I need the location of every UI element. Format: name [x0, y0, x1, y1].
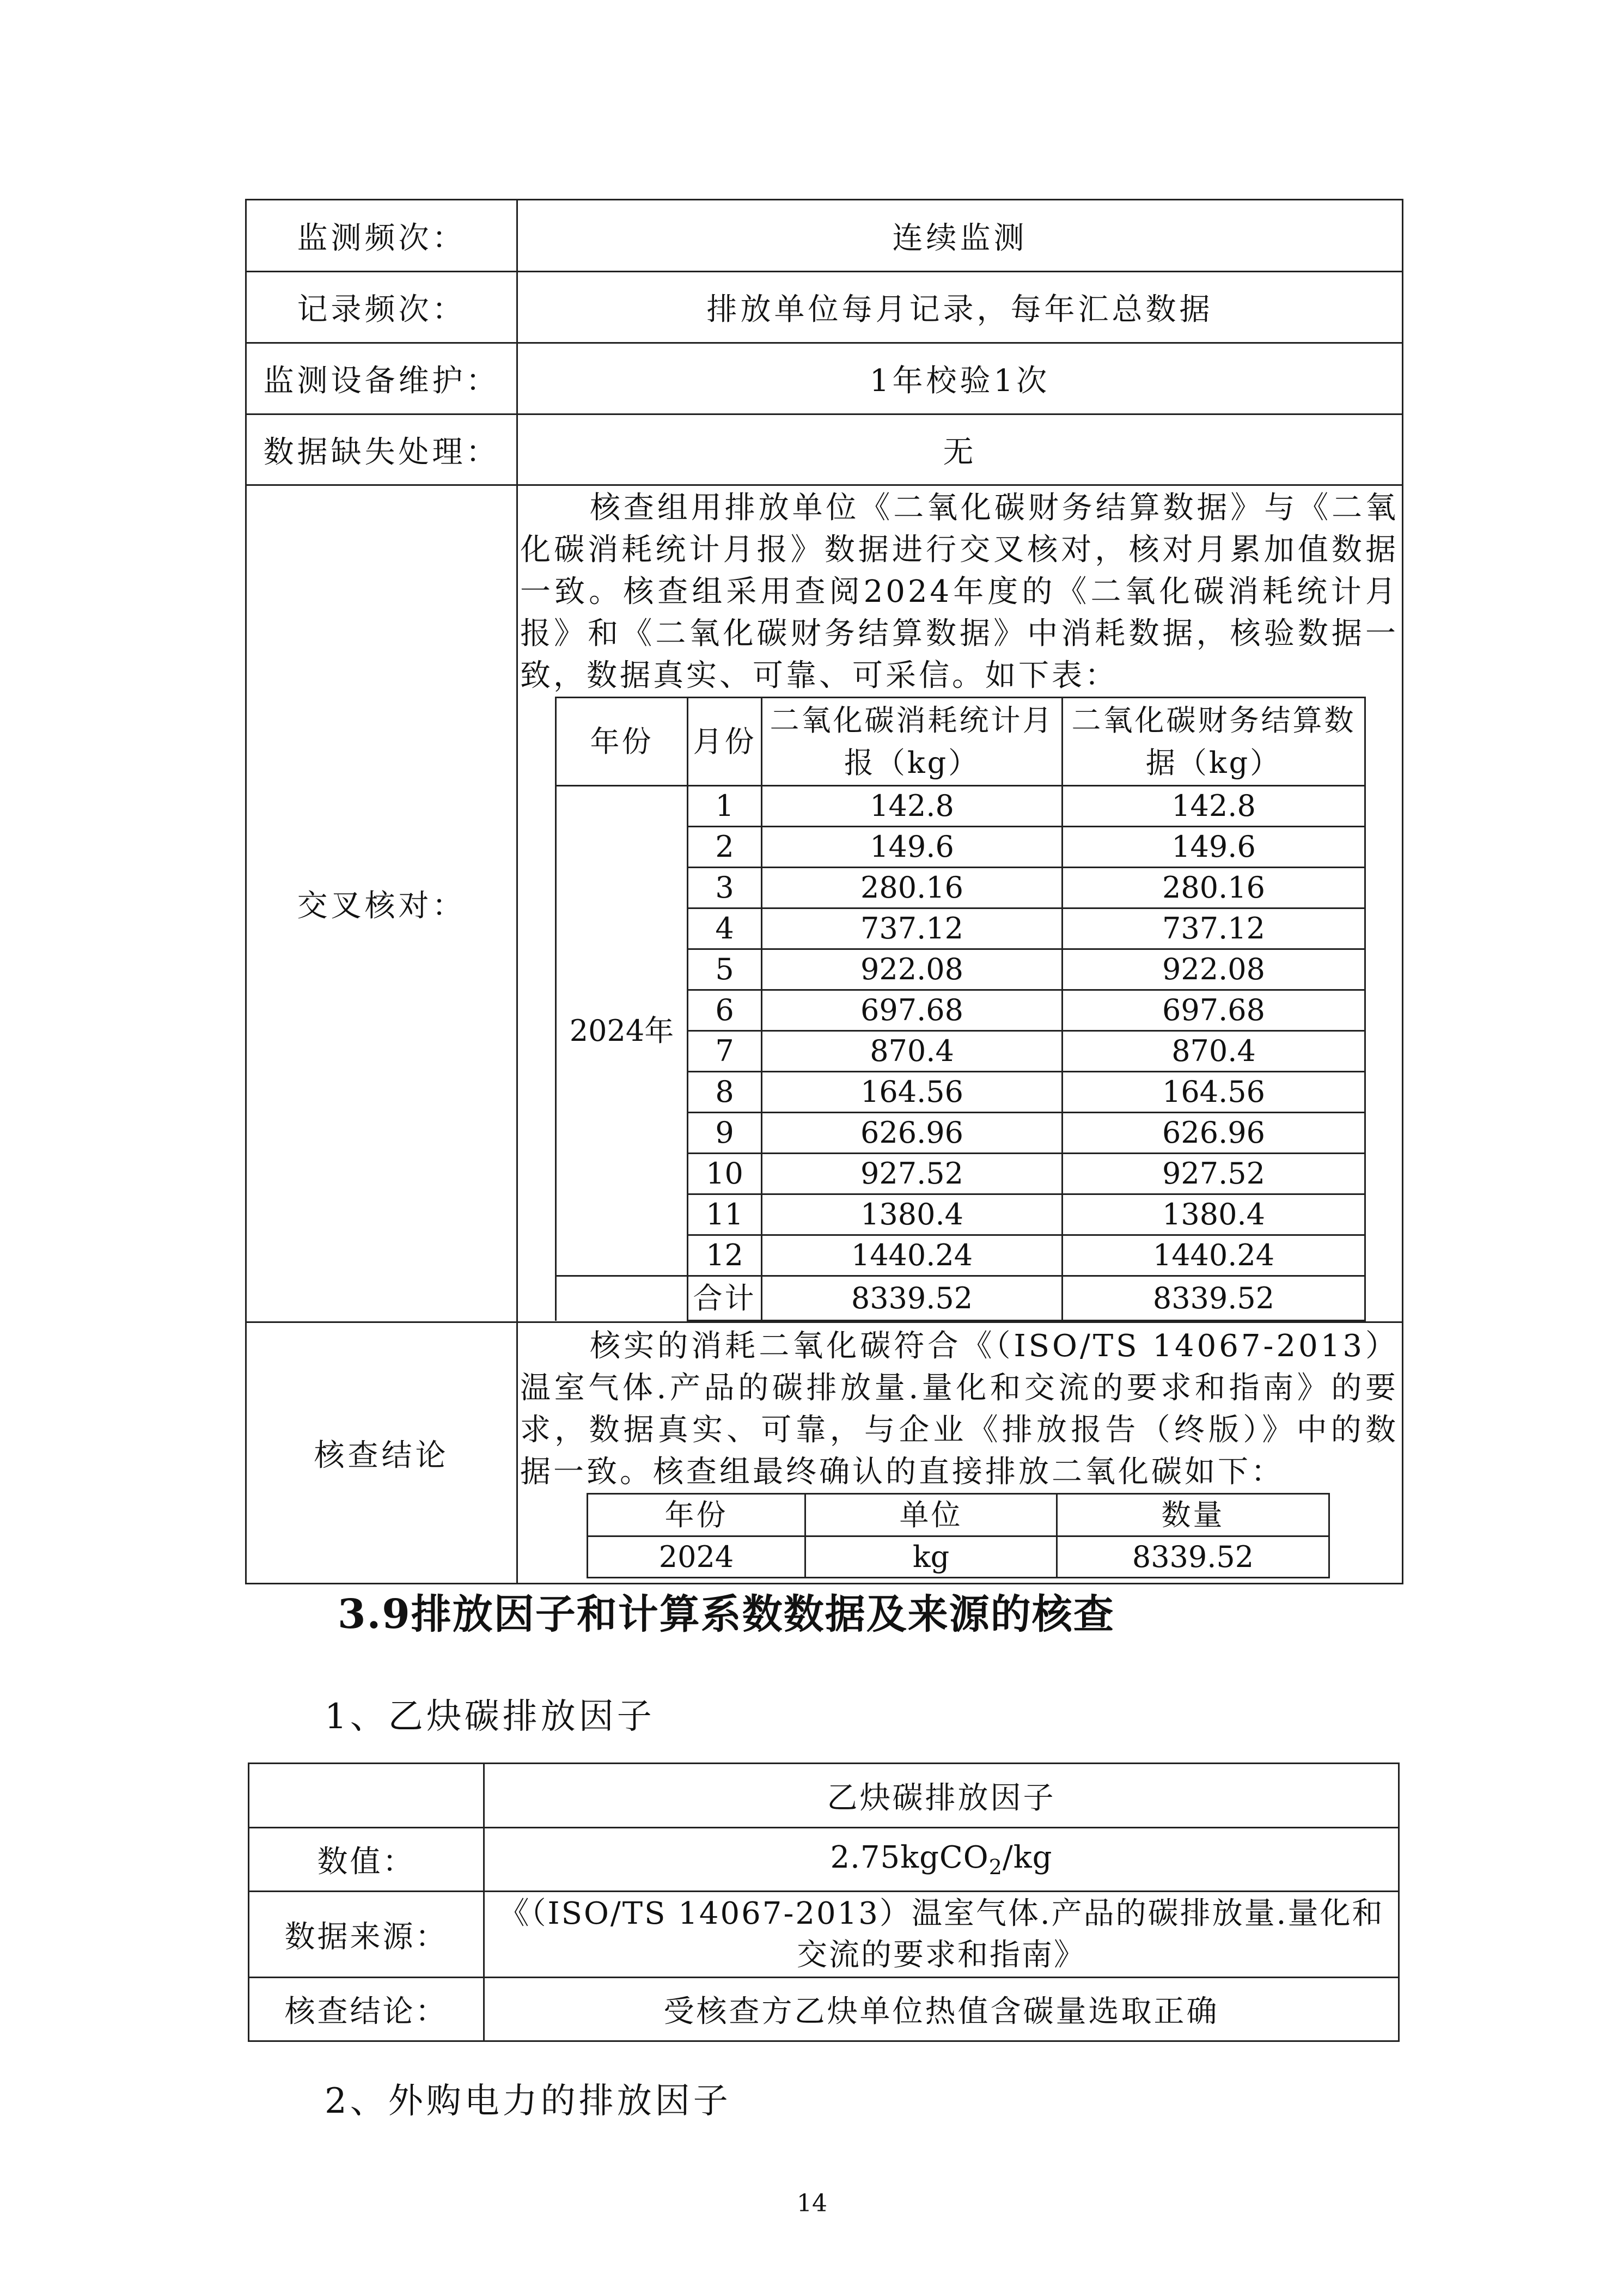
- conclusion-header: [588, 1494, 1329, 1536]
- table-row: [246, 343, 1403, 414]
- settlement-cell: 1440.24: [1063, 1235, 1365, 1276]
- amount-cell: 8339.52: [1057, 1536, 1329, 1578]
- monthly-report-cell: 1380.4: [762, 1194, 1063, 1235]
- conclusion-cell: [517, 1322, 1403, 1584]
- month-cell: 3: [688, 868, 762, 908]
- header-settlement: 二氧化碳财务结算数据（kg）: [1063, 698, 1365, 786]
- monthly-report-cell: 1440.24: [762, 1235, 1063, 1276]
- header-monthly-report: 二氧化碳消耗统计月报（kg）: [762, 698, 1063, 786]
- header-year: 年份: [556, 698, 688, 786]
- month-cell: 2: [688, 827, 762, 868]
- subsection-1-title: 1、乙炔碳排放因子: [325, 1697, 655, 1737]
- month-cell: 7: [688, 1031, 762, 1072]
- monthly-report-cell: 697.68: [762, 990, 1063, 1031]
- month-cell: 12: [688, 1235, 762, 1276]
- row-label: 数据缺失处理：: [246, 414, 517, 485]
- total-settlement: 8339.52: [1063, 1276, 1365, 1321]
- cross-check-text: 核查组用排放单位《二氧化碳财务结算数据》与《二氧化碳消耗统计月报》数据进行交叉核对，核对月累加值数据一致。核查组采用查阅2024年度的《二氧化碳消耗统计月报》和《二氧化碳财务结算数据》中消耗数据，核验数据一致，数据真实、可靠、可采信。如下表：: [520, 490, 1399, 693]
- monthly-report-cell: 149.6: [762, 827, 1063, 868]
- header-month: 月份: [688, 698, 762, 786]
- cross-check-cell: [517, 485, 1403, 1322]
- source-cell: 《（ISO/TS 14067-2013）温室气体.产品的碳排放量.量化和交流的要求和指南》: [484, 1892, 1399, 1978]
- monthly-report-cell: 626.96: [762, 1113, 1063, 1154]
- monthly-report-cell: 922.08: [762, 949, 1063, 990]
- conclusion-label: 核查结论：: [249, 1978, 484, 2041]
- settlement-cell: 142.8: [1063, 786, 1365, 827]
- factor-header-row: [249, 1764, 1399, 1828]
- total-label: 合计: [688, 1276, 762, 1321]
- year-cell: 2024: [588, 1536, 805, 1578]
- conclusion-table: [587, 1493, 1330, 1578]
- settlement-cell: 1380.4: [1063, 1194, 1365, 1235]
- month-cell: 10: [688, 1154, 762, 1194]
- header-amount: 数量: [1057, 1494, 1329, 1536]
- monthly-report-cell: 927.52: [762, 1154, 1063, 1194]
- subsection-2-title: 2、外购电力的排放因子: [325, 2081, 731, 2121]
- conclusion-text: 核实的消耗二氧化碳符合《（ISO/TS 14067-2013）温室气体.产品的碳排放量.量化和交流的要求和指南》的要求，数据真实、可靠，与企业《排放报告（终版）》中的数据一致。核查组最终确认的直接排放二氧化碳如下：: [520, 1328, 1399, 1490]
- header-unit: 单位: [805, 1494, 1057, 1536]
- settlement-cell: 870.4: [1063, 1031, 1365, 1072]
- settlement-cell: 922.08: [1063, 949, 1365, 990]
- monitoring-table: [245, 199, 1403, 1584]
- value-tail: /kg: [1002, 1839, 1053, 1875]
- row-value: 连续监测: [517, 200, 1403, 272]
- row-label: 监测频次：: [246, 200, 517, 272]
- table-row: [249, 1978, 1399, 2041]
- settlement-cell: 737.12: [1063, 908, 1365, 949]
- monthly-report-cell: 870.4: [762, 1031, 1063, 1072]
- conclusion-row: [246, 1322, 1403, 1584]
- monthly-report-cell: 280.16: [762, 868, 1063, 908]
- table-row: [556, 786, 1365, 827]
- monthly-report-cell: 737.12: [762, 908, 1063, 949]
- value-label: 数值：: [249, 1828, 484, 1892]
- value-main: 2.75kgCO: [830, 1839, 989, 1875]
- table-row: [246, 272, 1403, 343]
- value-cell: [484, 1828, 1399, 1892]
- factor-header: 乙炔碳排放因子: [484, 1764, 1399, 1828]
- month-cell: 1: [688, 786, 762, 827]
- row-label: 记录频次：: [246, 272, 517, 343]
- emission-factor-table: [248, 1763, 1400, 2042]
- row-label: 监测设备维护：: [246, 343, 517, 414]
- value-subscript: 2: [988, 1855, 1003, 1880]
- total-row: [556, 1276, 1365, 1321]
- empty-cell: [556, 1276, 688, 1321]
- table-row: [246, 414, 1403, 485]
- settlement-cell: 927.52: [1063, 1154, 1365, 1194]
- monthly-report-cell: 142.8: [762, 786, 1063, 827]
- empty-cell: [249, 1764, 484, 1828]
- header-year: 年份: [588, 1494, 805, 1536]
- row-value: 1年校验1次: [517, 343, 1403, 414]
- month-cell: 11: [688, 1194, 762, 1235]
- month-cell: 6: [688, 990, 762, 1031]
- settlement-cell: 164.56: [1063, 1072, 1365, 1113]
- conclusion-cell: 受核查方乙炔单位热值含碳量选取正确: [484, 1978, 1399, 2041]
- conclusion-label: 核查结论: [246, 1322, 517, 1584]
- cross-check-table: [555, 697, 1366, 1321]
- monthly-report-cell: 164.56: [762, 1072, 1063, 1113]
- year-cell: 2024年: [556, 786, 688, 1276]
- cross-check-row: [246, 485, 1403, 1322]
- settlement-cell: 626.96: [1063, 1113, 1365, 1154]
- table-row: [249, 1892, 1399, 1978]
- table-row: [249, 1828, 1399, 1892]
- section-title: 3.9排放因子和计算系数数据及来源的核查: [338, 1591, 1115, 1638]
- cross-check-header: [556, 698, 1365, 786]
- row-value: 无: [517, 414, 1403, 485]
- month-cell: 9: [688, 1113, 762, 1154]
- settlement-cell: 149.6: [1063, 827, 1365, 868]
- unit-cell: kg: [805, 1536, 1057, 1578]
- table-row: [246, 200, 1403, 272]
- cross-check-label: 交叉核对：: [246, 485, 517, 1322]
- table-row: [588, 1536, 1329, 1578]
- row-value: 排放单位每月记录，每年汇总数据: [517, 272, 1403, 343]
- total-monthly-report: 8339.52: [762, 1276, 1063, 1321]
- page-number: 14: [797, 2190, 827, 2217]
- settlement-cell: 280.16: [1063, 868, 1365, 908]
- month-cell: 8: [688, 1072, 762, 1113]
- month-cell: 4: [688, 908, 762, 949]
- source-label: 数据来源：: [249, 1892, 484, 1978]
- month-cell: 5: [688, 949, 762, 990]
- settlement-cell: 697.68: [1063, 990, 1365, 1031]
